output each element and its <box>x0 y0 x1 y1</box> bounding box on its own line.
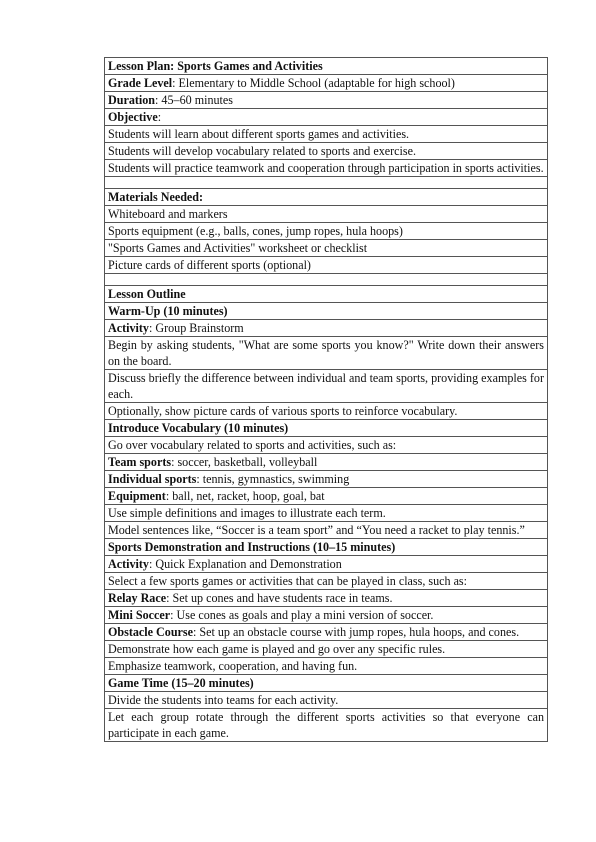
table-row <box>105 539 548 556</box>
cell-text: Demonstrate how each game is played and go over any specific rules. <box>108 642 446 656</box>
table-row <box>105 658 548 675</box>
table-row <box>105 160 548 177</box>
table-cell <box>105 403 548 420</box>
cell-text: Students will learn about different sports games and activities. <box>108 127 410 141</box>
table-row <box>105 709 548 742</box>
table-row <box>105 573 548 590</box>
table-row <box>105 274 548 286</box>
table-row <box>105 126 548 143</box>
cell-text: Select a few sports games or activities that can be played in class, such as: <box>108 574 468 588</box>
table-row <box>105 488 548 505</box>
table-cell <box>105 437 548 454</box>
table-cell <box>105 75 548 92</box>
table-cell <box>105 454 548 471</box>
table-cell <box>105 143 548 160</box>
cell-text: : Group Brainstorm <box>148 321 244 335</box>
table-row <box>105 522 548 539</box>
cell-text: Optionally, show picture cards of various sports to reinforce vocabulary. <box>108 404 458 418</box>
table-row <box>105 556 548 573</box>
lesson-plan-body <box>105 58 548 742</box>
table-cell <box>105 522 548 539</box>
cell-bold-label: Materials Needed: <box>108 190 204 204</box>
table-cell <box>105 420 548 437</box>
table-row <box>105 420 548 437</box>
table-cell <box>105 240 548 257</box>
cell-text: : soccer, basketball, volleyball <box>171 455 318 469</box>
table-cell <box>105 337 548 370</box>
table-row <box>105 624 548 641</box>
cell-text: Students will practice teamwork and cooperation through participation in sports activities. <box>108 161 544 175</box>
table-row <box>105 177 548 189</box>
table-cell <box>105 556 548 573</box>
table-row <box>105 58 548 75</box>
cell-text: Students will develop vocabulary related to sports and exercise. <box>108 144 416 158</box>
cell-bold-label: Grade Level <box>108 76 173 90</box>
table-cell <box>105 607 548 624</box>
cell-text: : <box>157 110 162 124</box>
cell-text: Use simple definitions and images to illustrate each term. <box>108 506 386 520</box>
cell-text: Emphasize teamwork, cooperation, and having fun. <box>108 659 358 673</box>
cell-text: Discuss briefly the difference between individual and team sports, providing examples for each. <box>108 371 544 401</box>
table-cell <box>105 370 548 403</box>
cell-text: Go over vocabulary related to sports and activities, such as: <box>108 438 397 452</box>
table-cell <box>105 223 548 240</box>
cell-bold-label: Mini Soccer <box>108 608 171 622</box>
cell-bold-label: Activity <box>108 557 149 571</box>
table-cell <box>105 92 548 109</box>
table-row <box>105 286 548 303</box>
table-cell <box>105 160 548 177</box>
table-cell <box>105 471 548 488</box>
cell-text: : ball, net, racket, hoop, goal, bat <box>165 489 325 503</box>
cell-text: Whiteboard and markers <box>108 207 228 221</box>
table-row <box>105 257 548 274</box>
table-cell <box>105 274 548 286</box>
table-row <box>105 454 548 471</box>
table-cell <box>105 488 548 505</box>
cell-bold-label: Sports Demonstration and Instructions (10–15 minutes) <box>108 540 396 554</box>
cell-text: Sports equipment (e.g., balls, cones, jump ropes, hula hoops) <box>108 224 403 238</box>
cell-text: : tennis, gymnastics, swimming <box>196 472 350 486</box>
cell-text: : Elementary to Middle School (adaptable for high school) <box>172 76 455 90</box>
table-cell <box>105 692 548 709</box>
cell-text: : Set up cones and have students race in teams. <box>166 591 393 605</box>
lesson-plan-table <box>104 57 548 742</box>
cell-bold-label: Warm-Up (10 minutes) <box>108 304 228 318</box>
cell-bold-label: Individual sports <box>108 472 197 486</box>
cell-bold-label: Introduce Vocabulary (10 minutes) <box>108 421 289 435</box>
table-row <box>105 471 548 488</box>
table-cell <box>105 641 548 658</box>
cell-bold-label: Game Time (15–20 minutes) <box>108 676 254 690</box>
table-row <box>105 143 548 160</box>
table-cell <box>105 320 548 337</box>
cell-text: Divide the students into teams for each activity. <box>108 693 339 707</box>
table-row <box>105 590 548 607</box>
table-row <box>105 320 548 337</box>
table-row <box>105 607 548 624</box>
cell-text: Model sentences like, “Soccer is a team sport” and “You need a racket to play tennis.” <box>108 523 525 537</box>
table-cell <box>105 126 548 143</box>
cell-text: : Quick Explanation and Demonstration <box>148 557 342 571</box>
table-cell <box>105 675 548 692</box>
table-cell <box>105 189 548 206</box>
cell-text: : Set up an obstacle course with jump ropes, hula hoops, and cones. <box>192 625 520 639</box>
table-cell <box>105 109 548 126</box>
table-cell <box>105 709 548 742</box>
table-row <box>105 303 548 320</box>
cell-text: Let each group rotate through the different sports activities so that everyone can participate in each game. <box>108 710 544 740</box>
table-cell <box>105 505 548 522</box>
table-cell <box>105 303 548 320</box>
table-cell <box>105 286 548 303</box>
table-cell <box>105 624 548 641</box>
table-cell <box>105 590 548 607</box>
table-cell <box>105 658 548 675</box>
table-cell <box>105 573 548 590</box>
table-row <box>105 641 548 658</box>
table-row <box>105 403 548 420</box>
cell-bold-label: Objective <box>108 110 158 124</box>
table-cell <box>105 206 548 223</box>
table-cell <box>105 58 548 75</box>
table-cell <box>105 539 548 556</box>
cell-bold-label: Obstacle Course <box>108 625 193 639</box>
table-row <box>105 189 548 206</box>
table-row <box>105 75 548 92</box>
cell-text: : Use cones as goals and play a mini version of soccer. <box>170 608 434 622</box>
cell-bold-label: Relay Race <box>108 591 167 605</box>
cell-text: : 45–60 minutes <box>155 93 233 107</box>
cell-bold-label: Lesson Outline <box>108 287 186 301</box>
cell-text: "Sports Games and Activities" worksheet or checklist <box>108 241 368 255</box>
table-cell <box>105 177 548 189</box>
table-row <box>105 206 548 223</box>
cell-bold-label: Activity <box>108 321 149 335</box>
table-row <box>105 437 548 454</box>
table-row <box>105 92 548 109</box>
table-row <box>105 109 548 126</box>
table-row <box>105 675 548 692</box>
table-row <box>105 240 548 257</box>
table-row <box>105 223 548 240</box>
cell-bold-label: Lesson Plan: Sports Games and Activities <box>108 59 323 73</box>
cell-text: Picture cards of different sports (optional) <box>108 258 311 272</box>
table-row <box>105 370 548 403</box>
table-row <box>105 505 548 522</box>
table-cell <box>105 257 548 274</box>
cell-bold-label: Duration <box>108 93 156 107</box>
cell-bold-label: Team sports <box>108 455 172 469</box>
table-row <box>105 337 548 370</box>
table-row <box>105 692 548 709</box>
cell-text: Begin by asking students, "What are some sports you know?" Write down their answers on the board. <box>108 338 544 368</box>
cell-bold-label: Equipment <box>108 489 166 503</box>
